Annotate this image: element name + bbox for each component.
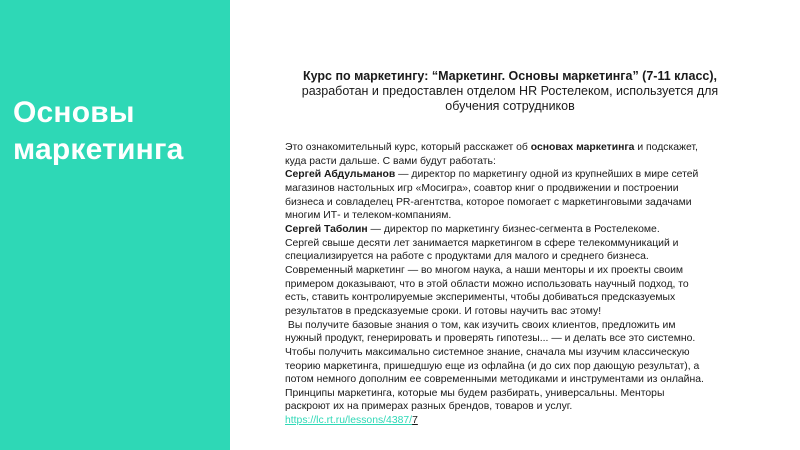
text-fragment: — директор по маркетингу бизнес-сегмента в Ростелекоме. xyxy=(367,223,660,235)
slide-title: Основы маркетинга xyxy=(13,96,184,166)
description-line: теорию маркетинга, пришедшую еще из офлайна (и до сих пор дающую результат), а xyxy=(285,360,700,372)
course-heading-line-1: Курс по маркетингу: “Маркетинг. Основы маркетинга” (7-11 класс), xyxy=(303,69,717,83)
text-fragment: Это ознакомительный курс, который расскажет об xyxy=(285,142,531,153)
description-line: результатов в предсказуемые сроки. И готовы научить вас этому! xyxy=(285,305,602,317)
description-line: нужный продукт, генерировать и проверять гипотезы... — и делать все это системно. xyxy=(285,333,696,345)
text-fragment: — директор по маркетингу одной из крупнейших в мире сетей xyxy=(395,169,699,181)
course-link-line xyxy=(285,414,745,428)
text-fragment: и подскажет, xyxy=(634,142,698,153)
description-line: Принципы маркетинга, которые мы будем разбирать, универсальны. Менторы xyxy=(285,387,665,399)
description-line: бизнеса и совладелец PR-агентства, которое помогает с маркетинговыми задачами xyxy=(285,196,692,208)
course-link-suffix: 7 xyxy=(412,415,418,427)
description-line: Чтобы получить максимально системное знание, сначала мы изучим классическую xyxy=(285,346,690,358)
highlighted-phrase: основах маркетинга xyxy=(530,142,635,153)
description-line: многим ИТ- и телеком-компаниям. xyxy=(285,210,452,222)
course-heading-line-2: разработан и предоставлен отделом HR Ростелеком, используется для xyxy=(301,84,719,98)
description-line: раскроют их на примерах разных брендов, товаров и услуг. xyxy=(285,401,573,413)
course-description xyxy=(285,141,745,428)
description-line xyxy=(285,168,745,182)
description-line: есть, ставить контролируемые эксперименты, чтобы добиваться предсказуемых xyxy=(285,292,676,304)
course-link[interactable]: https://lc.rt.ru/lessons/4387/ xyxy=(285,415,413,427)
description-line: примером доказывают, что в этой области можно использовать научный подход, то xyxy=(285,278,689,290)
description-line xyxy=(285,141,745,155)
mentor-name: Сергей Таболин xyxy=(285,223,368,235)
mentor-name: Сергей Абдульманов xyxy=(285,169,396,181)
description-line: Вы получите базовые знания о том, как изучить своих клиентов, предложить им xyxy=(285,319,676,331)
description-line: Современный маркетинг — во многом наука, а наши менторы и их проекты своим xyxy=(285,264,684,276)
description-line: магазинов настольных игр «Мосигра», соавтор книг о продвижении и построении xyxy=(285,182,679,194)
description-line: куда расти дальше. С вами будут работать: xyxy=(285,155,496,167)
description-line: потом немного дополним ее современными методиками и инструментами из онлайна. xyxy=(285,374,704,386)
left-accent-panel xyxy=(0,0,230,450)
description-line xyxy=(285,223,745,237)
description-line: Сергей свыше десяти лет занимается маркетингом в сфере телекоммуникаций и xyxy=(285,237,679,249)
course-heading-line-3: обучения сотрудников xyxy=(445,99,575,113)
course-heading xyxy=(290,69,730,114)
description-line: специализируется на работе с продуктами для малого и среднего бизнеса. xyxy=(285,251,649,263)
